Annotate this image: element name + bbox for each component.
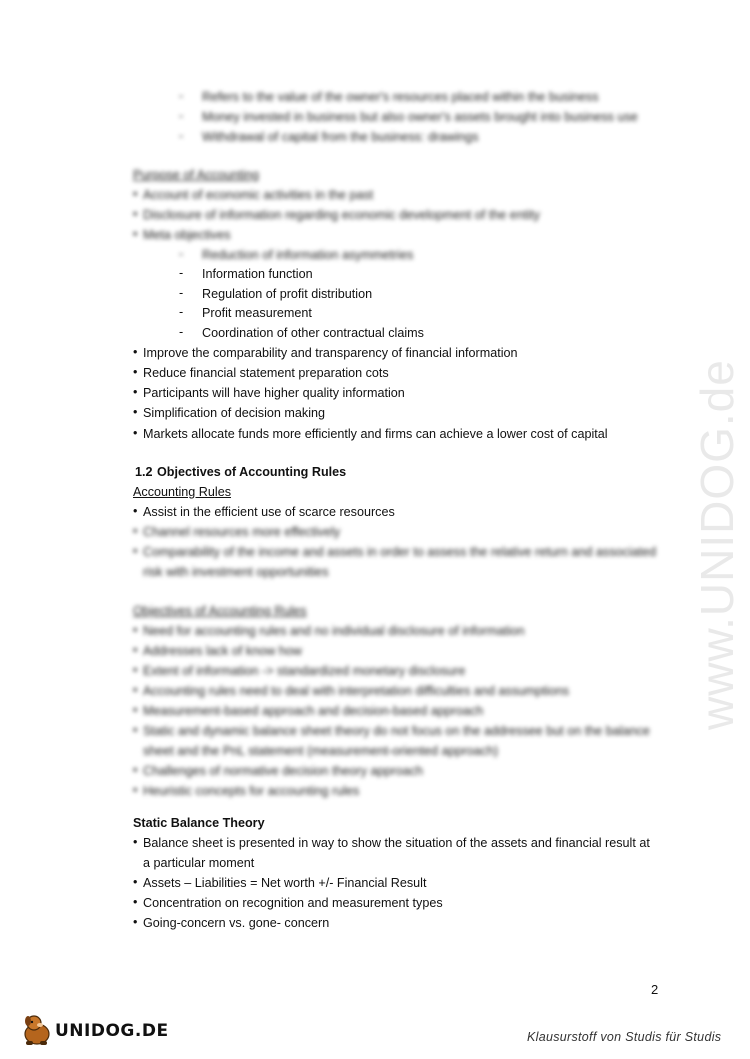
subheading: Accounting Rules bbox=[133, 485, 232, 499]
objectives-heading: Objectives of Accounting Rules bbox=[133, 604, 307, 618]
bullet-marker: • bbox=[133, 703, 138, 717]
meta-item: Coordination of other contractual claims bbox=[202, 326, 424, 340]
dash-marker: - bbox=[179, 305, 184, 319]
list-item: Reduce financial statement preparation cots bbox=[143, 366, 389, 380]
list-item: Meta objectives bbox=[143, 228, 231, 242]
bullet-marker: • bbox=[133, 643, 138, 657]
capital-item: Money invested in business but also owner's assets brought into business use bbox=[202, 110, 638, 124]
list-item-continuation: a particular moment bbox=[143, 856, 255, 870]
meta-item: Profit measurement bbox=[202, 306, 312, 320]
list-item: Disclosure of information regarding economic development of the entity bbox=[143, 208, 540, 222]
page-number: 2 bbox=[651, 982, 659, 997]
list-item: Improve the comparability and transparency of financial information bbox=[143, 346, 518, 360]
list-item: Simplification of decision making bbox=[143, 406, 325, 420]
bullet-marker: • bbox=[133, 683, 138, 697]
bullet-marker: • bbox=[133, 723, 138, 737]
footer-tagline: Klausurstoff von Studis für Studis bbox=[527, 1030, 722, 1044]
bullet-marker: • bbox=[133, 544, 138, 558]
list-item: Challenges of normative decision theory approach bbox=[143, 764, 424, 778]
bullet-marker: • bbox=[133, 504, 138, 518]
bullet-marker: • bbox=[133, 524, 138, 538]
logo-wordmark: UNIDOG.DE bbox=[55, 1021, 169, 1041]
list-item: Participants will have higher quality information bbox=[143, 386, 405, 400]
list-item: Channel resources more effectively bbox=[143, 525, 341, 539]
watermark: www.UNIDOG.de bbox=[691, 359, 743, 730]
bullet-marker: • bbox=[133, 365, 138, 379]
bullet-marker: • bbox=[133, 385, 138, 399]
bullet-marker: • bbox=[133, 227, 138, 241]
dash-marker: - bbox=[179, 266, 184, 280]
dash-marker: - bbox=[179, 129, 184, 143]
bullet-marker: • bbox=[133, 207, 138, 221]
bullet-marker: • bbox=[133, 345, 138, 359]
bullet-marker: • bbox=[133, 405, 138, 419]
meta-item: Reduction of information asymmetries bbox=[202, 248, 414, 262]
list-item: Addresses lack of know how bbox=[143, 644, 302, 658]
meta-item: Regulation of profit distribution bbox=[202, 287, 373, 301]
bullet-marker: • bbox=[133, 187, 138, 201]
list-item-continuation: sheet and the PnL statement (measurement-oriented approach) bbox=[143, 744, 499, 758]
bullet-marker: • bbox=[133, 915, 138, 929]
list-item: Accounting rules need to deal with interpretation difficulties and assumptions bbox=[143, 684, 570, 698]
capital-item: Withdrawal of capital from the business: drawings bbox=[202, 130, 479, 144]
list-item: Balance sheet is presented in way to show the situation of the assets and financial result at bbox=[143, 836, 650, 850]
list-item: Extent of information -> standardized monetary disclosure bbox=[143, 664, 466, 678]
bullet-marker: • bbox=[133, 835, 138, 849]
section-title: Objectives of Accounting Rules bbox=[157, 465, 347, 479]
bullet-marker: • bbox=[133, 783, 138, 797]
list-item: Need for accounting rules and no individual disclosure of information bbox=[143, 624, 525, 638]
list-item: Assets – Liabilities = Net worth +/- Financial Result bbox=[143, 876, 427, 890]
static-theory-heading: Static Balance Theory bbox=[133, 816, 265, 830]
list-item: Heuristic concepts for accounting rules bbox=[143, 784, 360, 798]
dash-marker: - bbox=[179, 89, 184, 103]
list-item: Account of economic activities in the past bbox=[143, 188, 374, 202]
list-item: Assist in the efficient use of scarce resources bbox=[143, 505, 395, 519]
capital-item: Refers to the value of the owner's resources placed within the business bbox=[202, 90, 599, 104]
bullet-marker: • bbox=[133, 623, 138, 637]
list-item: Static and dynamic balance sheet theory do not focus on the addressee but on the balance bbox=[143, 724, 650, 738]
dash-marker: - bbox=[179, 109, 184, 123]
purpose-heading: Purpose of Accounting bbox=[133, 168, 260, 182]
dash-marker: - bbox=[179, 286, 184, 300]
bullet-marker: • bbox=[133, 895, 138, 909]
meta-item: Information function bbox=[202, 267, 313, 281]
bullet-marker: • bbox=[133, 663, 138, 677]
bullet-marker: • bbox=[133, 426, 138, 440]
dash-marker: - bbox=[179, 247, 184, 261]
list-item: Going-concern vs. gone- concern bbox=[143, 916, 330, 930]
list-item: Measurement-based approach and decision-based approach bbox=[143, 704, 484, 718]
section-number: 1.2 bbox=[135, 465, 153, 479]
list-item: Comparability of the income and assets in order to assess the relative return and associated bbox=[143, 545, 657, 559]
list-item: Markets allocate funds more efficiently and firms can achieve a lower cost of capital bbox=[143, 427, 608, 441]
dash-marker: - bbox=[179, 325, 184, 339]
list-item: Concentration on recognition and measurement types bbox=[143, 896, 443, 910]
bullet-marker: • bbox=[133, 763, 138, 777]
bullet-marker: • bbox=[133, 875, 138, 889]
list-item-continuation: risk with investment opportunities bbox=[143, 565, 329, 579]
